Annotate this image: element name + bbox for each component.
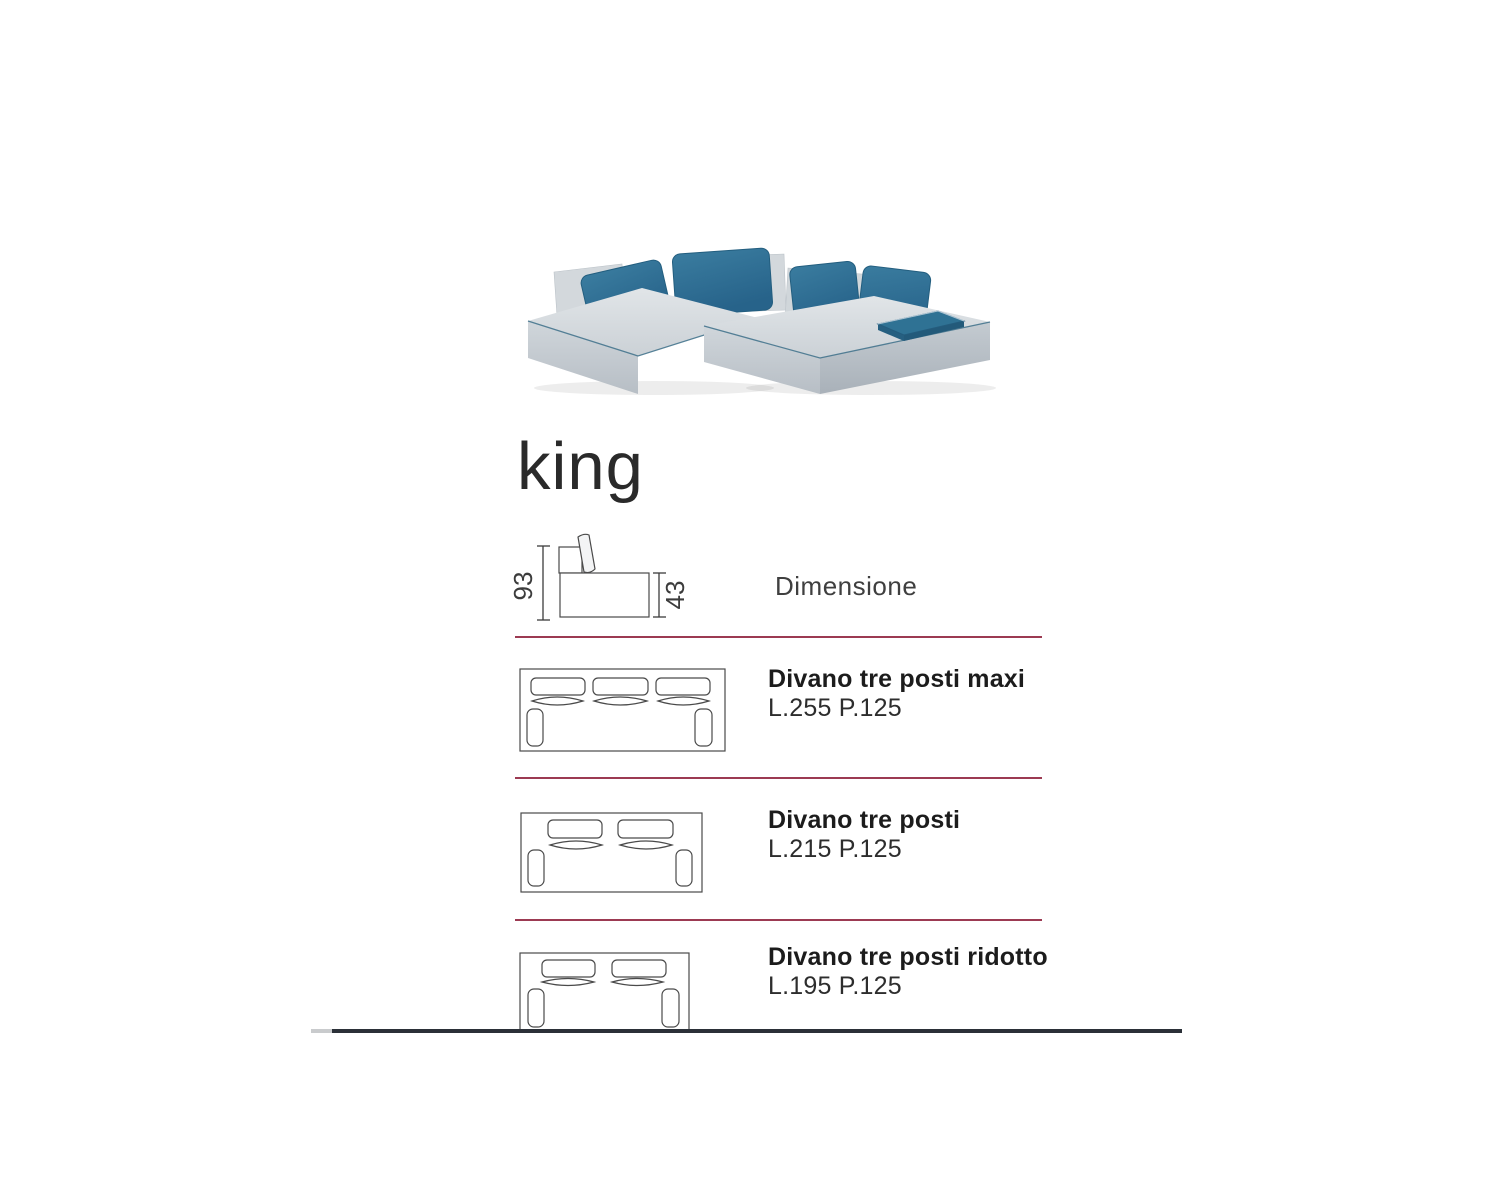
variant-name: Divano tre posti maxi (768, 665, 1026, 693)
dimension-value-seat: 43 (659, 580, 690, 610)
page-title: king (517, 429, 644, 504)
variant-size: L.255 P.125 (768, 694, 902, 722)
variant-size: L.195 P.125 (768, 972, 902, 1000)
plan-outline (520, 953, 689, 1031)
baseline-main (332, 1029, 1182, 1033)
variant-size: L.215 P.125 (768, 835, 902, 863)
plan-divano-tre-posti-maxi (519, 668, 727, 753)
plan-divano-tre-posti-ridotto (519, 952, 691, 1032)
plan-outline (520, 669, 725, 751)
product-photo (526, 224, 998, 396)
sofa-side-profile (559, 534, 649, 617)
variant-row (768, 943, 1048, 1001)
sofa-illustration (526, 224, 998, 396)
variant-name: Divano tre posti ridotto (768, 943, 1048, 971)
divider-line (515, 777, 1042, 779)
divider-line (515, 636, 1042, 638)
dimension-diagram (505, 528, 705, 628)
shadow (534, 381, 774, 395)
variant-row (768, 806, 960, 864)
divider-line (515, 919, 1042, 921)
variant-row (768, 665, 1025, 723)
dimension-line-total (537, 546, 550, 620)
dimension-heading: Dimensione (775, 571, 918, 601)
variant-name: Divano tre posti (768, 806, 961, 834)
page-baseline-rule (311, 1029, 1182, 1033)
dimension-value-total: 93 (507, 571, 538, 601)
baseline-tip (311, 1029, 332, 1033)
plan-divano-tre-posti (520, 812, 704, 894)
